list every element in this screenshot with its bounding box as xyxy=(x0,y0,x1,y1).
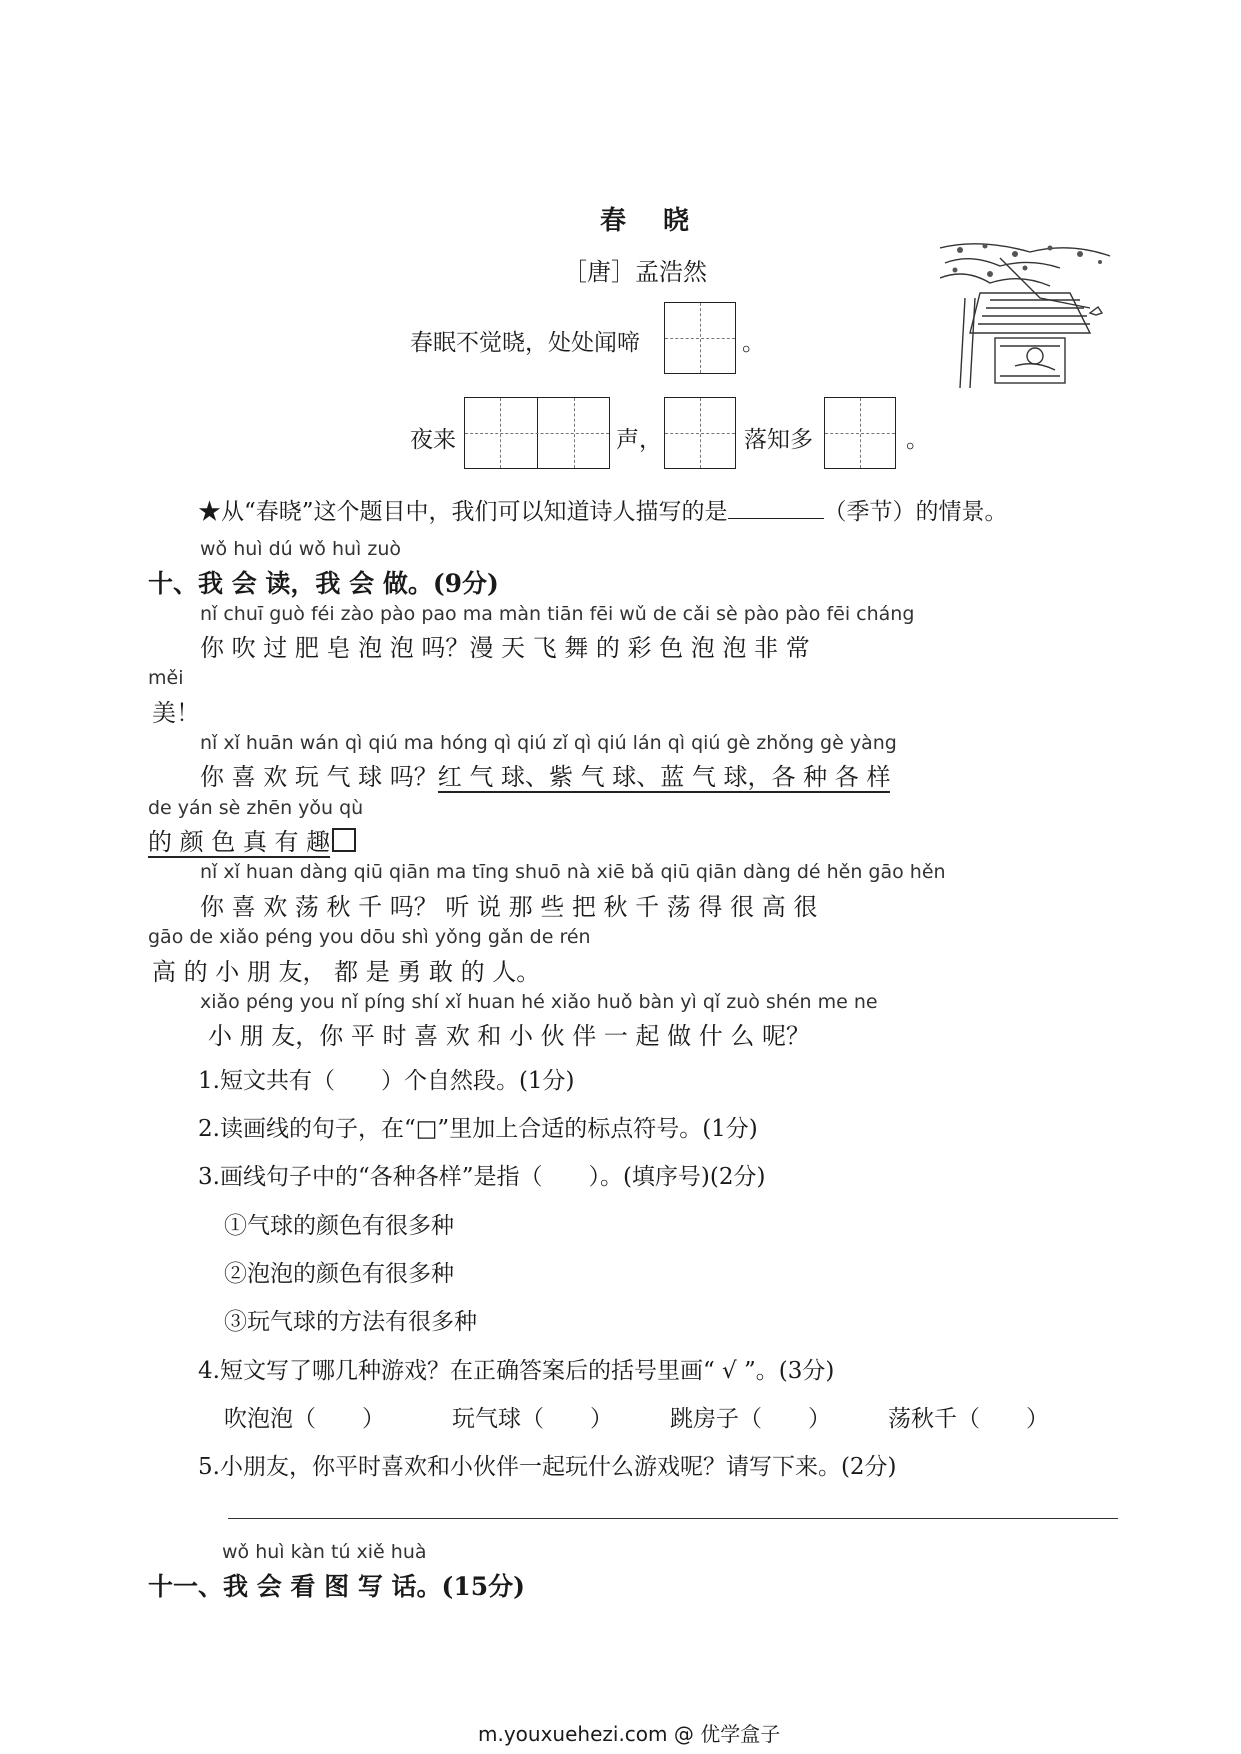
underlined-sentence: 红 气 球、紫 气 球、蓝 气 球，各 种 各 样 xyxy=(437,763,891,791)
section11-heading: 十一、我 会 看 图 写 话。(15分) xyxy=(148,1572,525,1601)
pinyin-row: gāo de xiǎo péng you dōu shì yǒng gǎn de rén xyxy=(148,926,591,948)
question-4-option: 吹泡泡（ ） xyxy=(224,1406,385,1432)
question-4: 4.短文写了哪几种游戏？在正确答案后的括号里画“ √ ”。(3分) xyxy=(198,1358,835,1384)
question-3-option: ①气球的颜色有很多种 xyxy=(224,1213,454,1239)
underlined-sentence: 的 颜 色 真 有 趣 xyxy=(148,828,331,856)
question-5: 5.小朋友，你平时喜欢和小伙伴一起玩什么游戏呢？请写下来。(2分) xyxy=(198,1454,897,1480)
question-4-option: 跳房子（ ） xyxy=(670,1406,831,1432)
poem-illustration xyxy=(940,238,1120,388)
tianzige-box-double[interactable] xyxy=(464,397,610,469)
section11-pinyin: wǒ huì kàn tú xiě huà xyxy=(222,1541,427,1563)
poem-line2-b: 声， xyxy=(616,427,662,453)
question-3-option: ②泡泡的颜色有很多种 xyxy=(224,1261,454,1287)
tianzige-box[interactable] xyxy=(664,397,736,469)
question-4-option: 玩气球（ ） xyxy=(452,1406,613,1432)
passage-row: 小 朋 友，你 平 时 喜 欢 和 小 伙 伴 一 起 做 什 么 呢？ xyxy=(208,1022,811,1050)
pinyin-row: xiǎo péng you nǐ píng shí xǐ huan hé xiǎo huǒ bàn yì qǐ zuò shén me ne xyxy=(200,991,878,1013)
pinyin-row: nǐ xǐ huān wán qì qiú ma hóng qì qiú zǐ qì qiú lán qì qiú gè zhǒng gè yàng xyxy=(200,732,897,754)
question-3-option: ③玩气球的方法有很多种 xyxy=(224,1309,477,1335)
answer-line[interactable] xyxy=(228,1518,1118,1519)
pinyin-row: nǐ xǐ huan dàng qiū qiān ma tīng shuō nà xiē bǎ qiū qiān dàng dé hěn gāo hěn xyxy=(200,861,946,883)
poem-line2-c: 落知多 xyxy=(744,427,813,453)
poem-line1-text: 春眠不觉晓，处处闻啼 xyxy=(410,330,640,356)
poem-question-text: ★从“春晓”这个题目中，我们可以知道诗人描写的是 xyxy=(198,499,728,525)
poem-author: ［唐］孟浩然 xyxy=(563,258,707,286)
season-blank[interactable] xyxy=(728,498,824,519)
poem-line2-a: 夜来 xyxy=(410,427,456,453)
section10-pinyin: wǒ huì dú wǒ huì zuò xyxy=(200,538,401,560)
poem-line2-end: 。 xyxy=(906,427,929,453)
pinyin-row: de yán sè zhēn yǒu qù xyxy=(148,797,364,819)
punctuation-box[interactable] xyxy=(332,828,356,852)
question-1: 1.短文共有（ ）个自然段。(1分) xyxy=(198,1068,575,1094)
pinyin-row: nǐ chuī guò féi zào pào pao ma màn tiān fēi wǔ de cǎi sè pào pào fēi cháng xyxy=(200,603,915,625)
passage-text: 你 喜 欢 玩 气 球 吗？ xyxy=(200,763,438,791)
passage-row: 你 喜 欢 荡 秋 千 吗？ 听 说 那 些 把 秋 千 荡 得 很 高 很 xyxy=(200,893,818,921)
footer-watermark: m.youxuehezi.com @ 优学盒子 xyxy=(478,1722,781,1746)
poem-question xyxy=(198,493,1008,526)
question-3: 3.画线句子中的“各种各样”是指（ ）。(填序号)(2分) xyxy=(198,1164,766,1190)
question-2: 2.读画线的句子，在“□”里加上合适的标点符号。(1分) xyxy=(198,1116,758,1142)
passage-row: 高 的 小 朋 友， 都 是 勇 敢 的 人。 xyxy=(152,958,541,986)
section10-heading: 十、我 会 读，我 会 做。(9分) xyxy=(148,569,499,598)
passage-row xyxy=(148,822,356,857)
poem-line1-end: 。 xyxy=(742,330,765,356)
question-4-option: 荡秋千（ ） xyxy=(888,1406,1049,1432)
tianzige-box[interactable] xyxy=(664,302,736,374)
tianzige-box[interactable] xyxy=(824,397,896,469)
passage-row: 你 吹 过 肥 皂 泡 泡 吗？漫 天 飞 舞 的 彩 色 泡 泡 非 常 xyxy=(200,634,810,662)
passage-row xyxy=(200,757,890,792)
pinyin-row: měi xyxy=(148,667,184,689)
poem-title: 春 晓 xyxy=(600,206,704,236)
poem-question-tail: （季节）的情景。 xyxy=(823,499,1008,525)
passage-row: 美！ xyxy=(152,699,200,727)
